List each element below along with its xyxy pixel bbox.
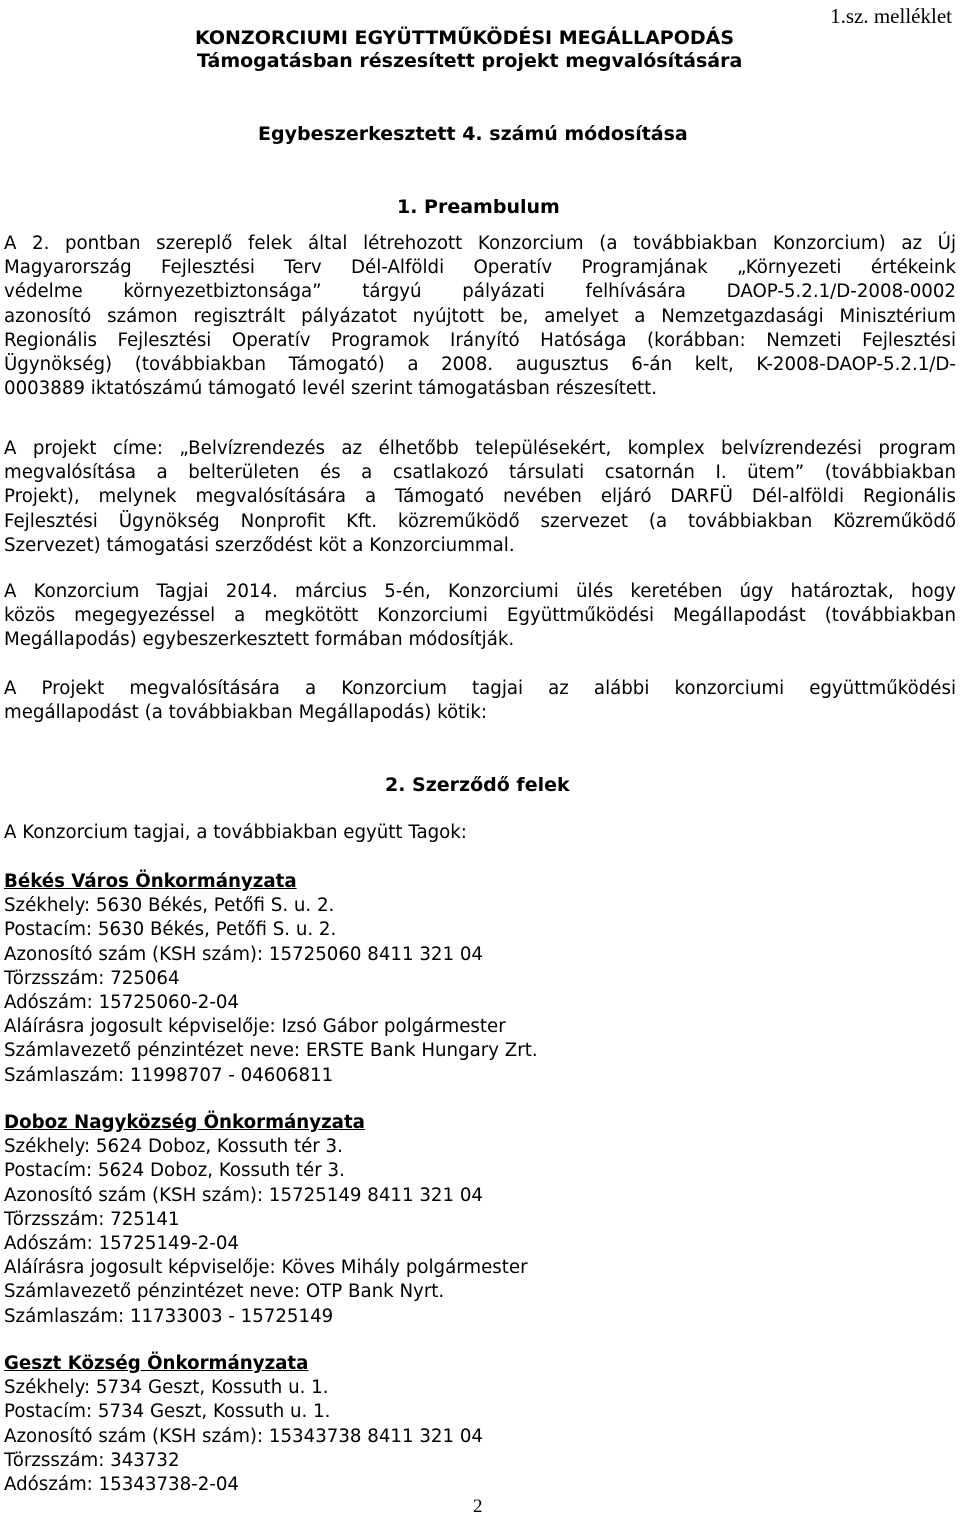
annex-label: 1.sz. melléklet xyxy=(830,4,952,28)
preamble-paragraph-2 xyxy=(4,437,956,558)
member-detail: Adószám: 15725060-2-04 xyxy=(4,992,239,1014)
member-detail: Székhely: 5624 Doboz, Kossuth tér 3. xyxy=(4,1136,343,1158)
member-block xyxy=(4,1111,528,1329)
page-number: 2 xyxy=(473,1496,483,1517)
paragraph-line: Fejlesztési Ügynökség Nonprofit Kft. közreműködő szervezet (a továbbiakban Közreműködő xyxy=(4,510,956,532)
member-detail: Számlaszám: 11998707 - 04606811 xyxy=(4,1064,334,1086)
member-detail: Számlavezető pénzintézet neve: ERSTE Bank Hungary Zrt. xyxy=(4,1040,538,1062)
member-detail: Törzsszám: 725064 xyxy=(4,967,180,989)
member-block xyxy=(4,870,538,1088)
paragraph-line: A projekt címe: „Belvízrendezés az élhetőbb településekért, komplex belvízrendezési program xyxy=(4,438,956,459)
member-detail: Postacím: 5630 Békés, Petőfi S. u. 2. xyxy=(4,919,337,941)
preamble-paragraph-1 xyxy=(4,232,956,401)
paragraph-line: védelme környezetbiztonsága” tárgyú pályázati felhívására DAOP-5.2.1/D-2008-0002 xyxy=(4,281,956,303)
paragraph-line: Megállapodás) egybeszerkesztett formában módosítják. xyxy=(4,629,515,651)
preamble-heading: 1. Preambulum xyxy=(397,196,560,218)
member-detail: Törzsszám: 725141 xyxy=(4,1208,180,1230)
parties-heading: 2. Szerződő felek xyxy=(385,774,570,796)
member-detail: Számlaszám: 11733003 - 15725149 xyxy=(4,1305,334,1327)
paragraph-line: megállapodást (a továbbiakban Megállapodás) kötik: xyxy=(4,702,487,724)
paragraph-line: A 2. pontban szereplő felek által létrehozott Konzorcium (a továbbiakban Konzorcium) az Új xyxy=(4,233,956,254)
member-detail: Aláírásra jogosult képviselője: Izsó Gábor polgármester xyxy=(4,1016,506,1038)
member-detail: Számlavezető pénzintézet neve: OTP Bank Nyrt. xyxy=(4,1281,445,1303)
member-detail: Aláírásra jogosult képviselője: Köves Mihály polgármester xyxy=(4,1257,528,1279)
paragraph-line: A Projekt megvalósítására a Konzorcium tagjai az alábbi konzorciumi együttműködési xyxy=(4,678,956,699)
document-title: KONZORCIUMI EGYÜTTMŰKÖDÉSI MEGÁLLAPODÁS xyxy=(195,27,735,49)
member-detail: Azonosító szám (KSH szám): 15725060 8411 321 04 xyxy=(4,943,483,965)
paragraph-line: Szervezet) támogatási szerződést köt a Konzorciummal. xyxy=(4,534,515,556)
member-detail: Postacím: 5734 Geszt, Kossuth u. 1. xyxy=(4,1401,331,1423)
paragraph-line: Magyarország Fejlesztési Terv Dél-Alföldi Operatív Programjának „Környezeti értékeink xyxy=(4,257,956,279)
member-detail: Adószám: 15725149-2-04 xyxy=(4,1233,239,1255)
member-detail: Törzsszám: 343732 xyxy=(4,1449,180,1471)
paragraph-line: Ügynökség) (továbbiakban Támogató) a 2008. augusztus 6-án kelt, K-2008-DAOP-5.2.1/D- xyxy=(4,353,956,375)
paragraph-line: közös megegyezéssel a megkötött Konzorciumi Együttműködési Megállapodást (továbbiakban xyxy=(4,605,956,627)
paragraph-line: azonosító számon regisztrált pályázatot nyújtott be, amelyet a Nemzetgazdasági Minisztérium xyxy=(4,305,956,327)
preamble-paragraph-3 xyxy=(4,580,956,653)
preamble-paragraph-4 xyxy=(4,677,956,725)
member-block xyxy=(4,1352,483,1497)
document-subtitle: Támogatásban részesített projekt megvalósítására xyxy=(197,50,743,72)
paragraph-line: A Konzorcium Tagjai 2014. március 5-én, Konzorciumi ülés keretében úgy határoztak, hogy xyxy=(4,581,956,602)
paragraph-line: Projekt), melynek megvalósítására a Támogató nevében eljáró DARFÜ Dél-alföldi Regionális xyxy=(4,486,956,508)
member-name: Geszt Község Önkormányzata xyxy=(4,1353,309,1374)
member-detail: Székhely: 5630 Békés, Petőfi S. u. 2. xyxy=(4,895,335,917)
member-name: Doboz Nagyközség Önkormányzata xyxy=(4,1112,365,1133)
member-detail: Azonosító szám (KSH szám): 15343738 8411 321 04 xyxy=(4,1425,483,1447)
member-detail: Adószám: 15343738-2-04 xyxy=(4,1474,239,1496)
modification-heading: Egybeszerkesztett 4. számú módosítása xyxy=(258,123,688,145)
member-name: Békés Város Önkormányzata xyxy=(4,871,297,892)
members-intro: A Konzorcium tagjai, a továbbiakban együtt Tagok: xyxy=(4,822,467,843)
member-detail: Székhely: 5734 Geszt, Kossuth u. 1. xyxy=(4,1377,329,1399)
paragraph-line: Regionális Fejlesztési Operatív Programok Irányító Hatósága (korábban: Nemzeti Fejlesztési xyxy=(4,329,956,351)
member-detail: Postacím: 5624 Doboz, Kossuth tér 3. xyxy=(4,1160,345,1182)
member-detail: Azonosító szám (KSH szám): 15725149 8411 321 04 xyxy=(4,1184,483,1206)
paragraph-line: megvalósítása a belterületen és a csatlakozó társulati csatornán I. ütem” (továbbiakban xyxy=(4,462,956,484)
paragraph-line: 0003889 iktatószámú támogató levél szerint támogatásban részesített. xyxy=(4,378,658,400)
